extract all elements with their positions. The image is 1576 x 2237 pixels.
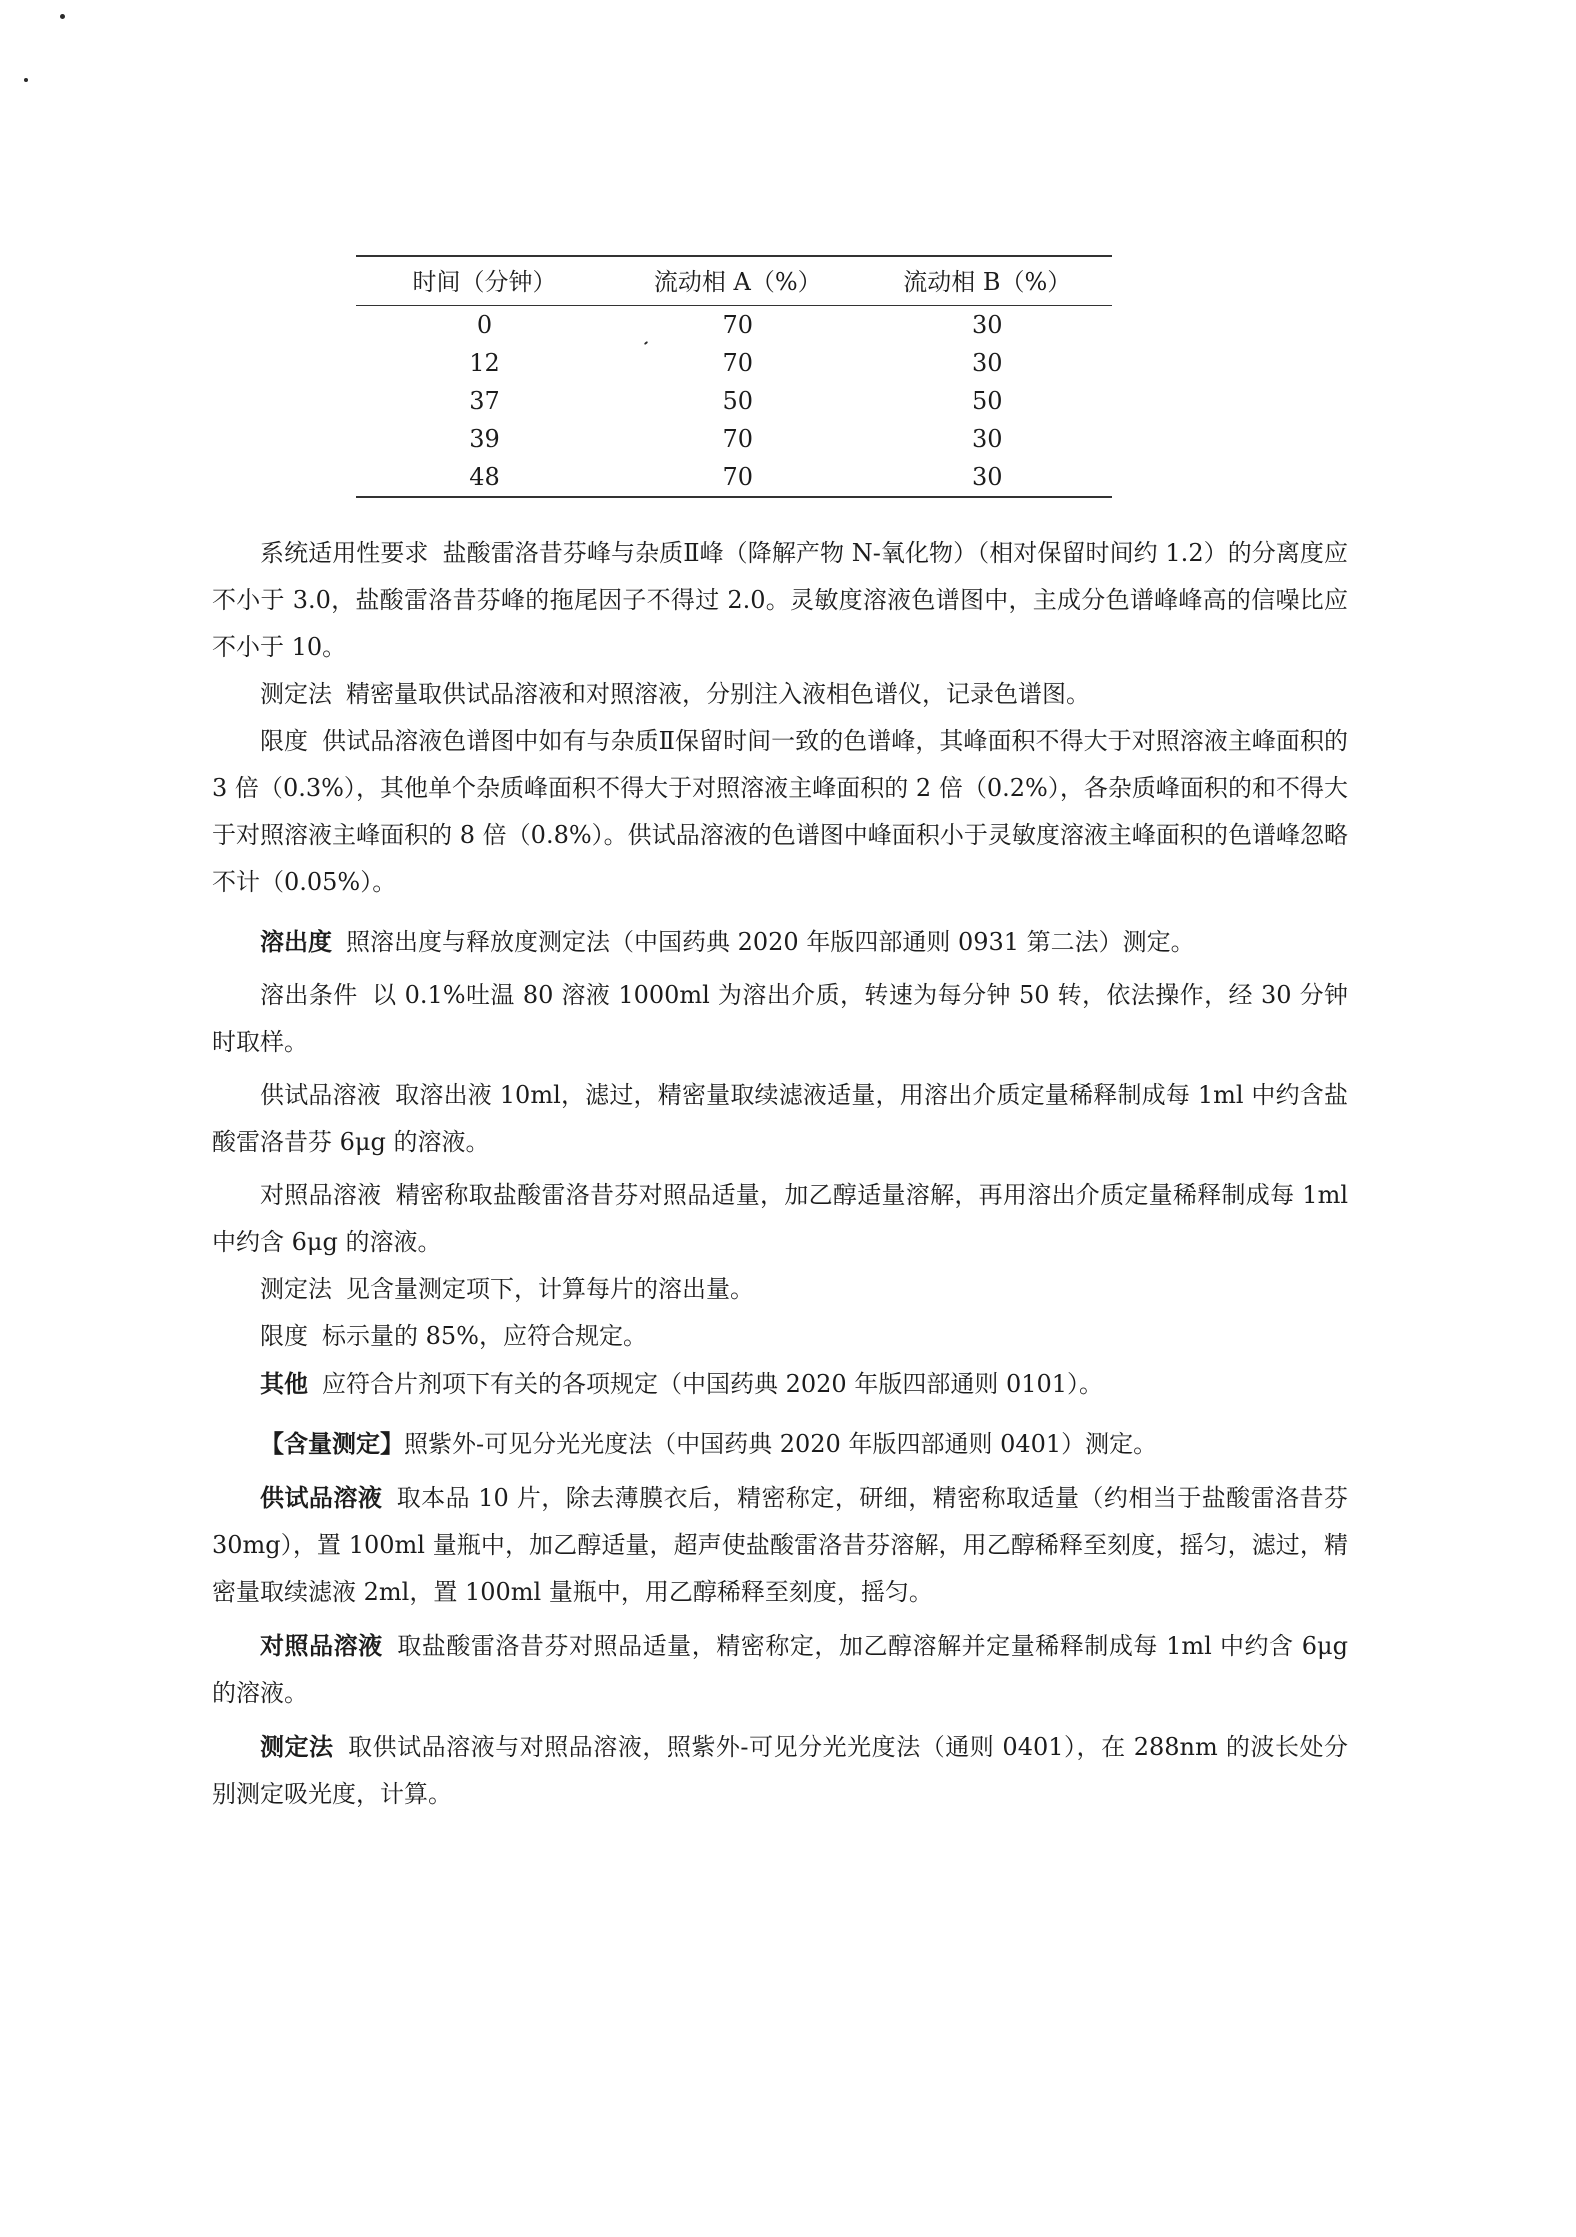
- dissolution-limit-paragraph: [212, 1313, 1348, 1360]
- dissolution-reference-solution-text: 精密称取盐酸雷洛昔芬对照品适量，加乙醇适量溶解，再用溶出介质定量稀释制成每 1ml 中约含 6μg 的溶液。: [212, 1181, 1349, 1256]
- dissolution-reference-solution-paragraph: [212, 1172, 1348, 1266]
- document-body: [212, 530, 1348, 1818]
- cell-phase-b: 30: [863, 458, 1113, 497]
- dissolution-test-solution-text: 取溶出液 10ml，滤过，精密量取续滤液适量，用溶出介质定量稀释制成每 1ml 中约含盐酸雷洛昔芬 6μg 的溶液。: [212, 1081, 1349, 1156]
- dissolution-limit-text: 标示量的 85%，应符合规定。: [322, 1322, 647, 1350]
- other-label: 其他: [260, 1369, 308, 1398]
- dissolution-method-label: 测定法: [260, 1275, 332, 1303]
- system-suitability-text: 盐酸雷洛昔芬峰与杂质Ⅱ峰（降解产物 N-氧化物）（相对保留时间约 1.2）的分离度应不小于 3.0，盐酸雷洛昔芬峰的拖尾因子不得过 2.0。灵敏度溶液色谱图中，主成分色谱峰峰高的信噪比应不小于 10。: [212, 539, 1348, 661]
- dissolution-method-text: 见含量测定项下，计算每片的溶出量。: [346, 1275, 754, 1303]
- dissolution-conditions-paragraph: [212, 972, 1348, 1066]
- cell-time: 0: [476, 311, 493, 339]
- assay-test-solution-label: 供试品溶液: [260, 1483, 383, 1512]
- limit-label: 限度: [260, 727, 309, 755]
- cell-phase-b: 50: [971, 387, 1003, 415]
- header-time: 时间（分钟）: [356, 256, 613, 306]
- system-suitability-label: 系统适用性要求: [260, 539, 429, 567]
- cell-phase-b: 30: [971, 425, 1003, 453]
- header-phase-b: 流动相 B（%）: [863, 256, 1113, 306]
- cell-phase-a: 50: [722, 387, 754, 415]
- cell-time: 12: [469, 349, 500, 377]
- dissolution-text: 照溶出度与释放度测定法（中国药典 2020 年版四部通则 0931 第二法）测定。: [346, 928, 1195, 956]
- dissolution-reference-solution-label: 对照品溶液: [260, 1181, 382, 1209]
- gradient-table-container: [356, 255, 1112, 498]
- assay-label: 【含量测定】: [260, 1429, 404, 1458]
- cell-phase-b: 30: [971, 349, 1003, 377]
- cell-phase-a: 70: [722, 349, 754, 377]
- assay-reference-solution-label: 对照品溶液: [260, 1631, 383, 1660]
- dissolution-label: 溶出度: [260, 927, 332, 956]
- cell-phase-b: 30: [971, 311, 1003, 339]
- table-row: [356, 420, 1112, 458]
- scan-speck: [24, 78, 28, 82]
- assay-test-solution-paragraph: [212, 1474, 1348, 1616]
- assay-reference-solution-text: 取盐酸雷洛昔芬对照品适量，精密称定，加乙醇溶解并定量稀释制成每 1ml 中约含 6μg 的溶液。: [212, 1632, 1348, 1707]
- cell-phase-a: 70: [613, 458, 862, 497]
- table-row: [356, 344, 1112, 382]
- assay-method-paragraph: [212, 1723, 1348, 1818]
- limit-paragraph: [212, 718, 1348, 906]
- assay-test-solution-text: 取本品 10 片，除去薄膜衣后，精密称定，研细，精密称取适量（约相当于盐酸雷洛昔芬 30mg），置 100ml 量瓶中，加乙醇适量，超声使盐酸雷洛昔芬溶解，用乙醇稀释至刻度，摇匀，滤过，精密量取续滤液 2ml，置 100ml 量瓶中，用乙醇稀释至刻度，摇匀。: [212, 1484, 1348, 1606]
- dissolution-test-solution-label: 供试品溶液: [260, 1081, 381, 1109]
- assay-text: 照紫外-可见分光光度法（中国药典 2020 年版四部通则 0401）测定。: [404, 1430, 1158, 1458]
- other-paragraph: [212, 1360, 1348, 1408]
- cell-time: 39: [469, 425, 500, 453]
- gradient-table: [356, 255, 1112, 498]
- table-row: [356, 306, 1112, 345]
- dissolution-conditions-text: 以 0.1%吐温 80 溶液 1000ml 为溶出介质，转速为每分钟 50 转，依法操作，经 30 分钟时取样。: [212, 981, 1349, 1056]
- cell-phase-a: 70: [722, 425, 754, 453]
- system-suitability-paragraph: [212, 530, 1348, 671]
- table-row: [356, 458, 1112, 497]
- dissolution-paragraph: [212, 918, 1348, 966]
- assay-method-label: 测定法: [260, 1732, 334, 1761]
- cell-phase-a: 70: [722, 311, 754, 339]
- limit-text: 供试品溶液色谱图中如有与杂质Ⅱ保留时间一致的色谱峰，其峰面积不得大于对照溶液主峰面积的 3 倍（0.3%），其他单个杂质峰面积不得大于对照溶液主峰面积的 2 倍（0.2%），各杂质峰面积的和不得大于对照溶液主峰面积的 8 倍（0.8%）。供试品溶液的色谱图中峰面积小于灵敏度溶液主峰面积的色谱峰忽略不计（0.05%）。: [212, 727, 1348, 896]
- cell-time: 48: [356, 458, 613, 497]
- method-paragraph: [212, 671, 1348, 718]
- other-text: 应符合片剂项下有关的各项规定（中国药典 2020 年版四部通则 0101）。: [322, 1370, 1104, 1398]
- dissolution-method-paragraph: [212, 1266, 1348, 1313]
- dissolution-test-solution-paragraph: [212, 1072, 1348, 1166]
- assay-reference-solution-paragraph: [212, 1622, 1348, 1717]
- dissolution-conditions-label: 溶出条件: [260, 981, 358, 1009]
- method-label: 测定法: [260, 680, 332, 708]
- method-text: 精密量取供试品溶液和对照溶液，分别注入液相色谱仪，记录色谱图。: [346, 680, 1090, 708]
- assay-paragraph: [212, 1420, 1348, 1468]
- header-phase-a: 流动相 A（%）: [613, 256, 862, 306]
- dissolution-limit-label: 限度: [260, 1322, 308, 1350]
- scan-speck: [60, 14, 65, 19]
- cell-time: 37: [469, 387, 500, 415]
- table-header-row: [356, 256, 1112, 306]
- table-row: [356, 382, 1112, 420]
- assay-method-text: 取供试品溶液与对照品溶液，照紫外-可见分光光度法（通则 0401），在 288nm 的波长处分别测定吸光度，计算。: [212, 1733, 1349, 1808]
